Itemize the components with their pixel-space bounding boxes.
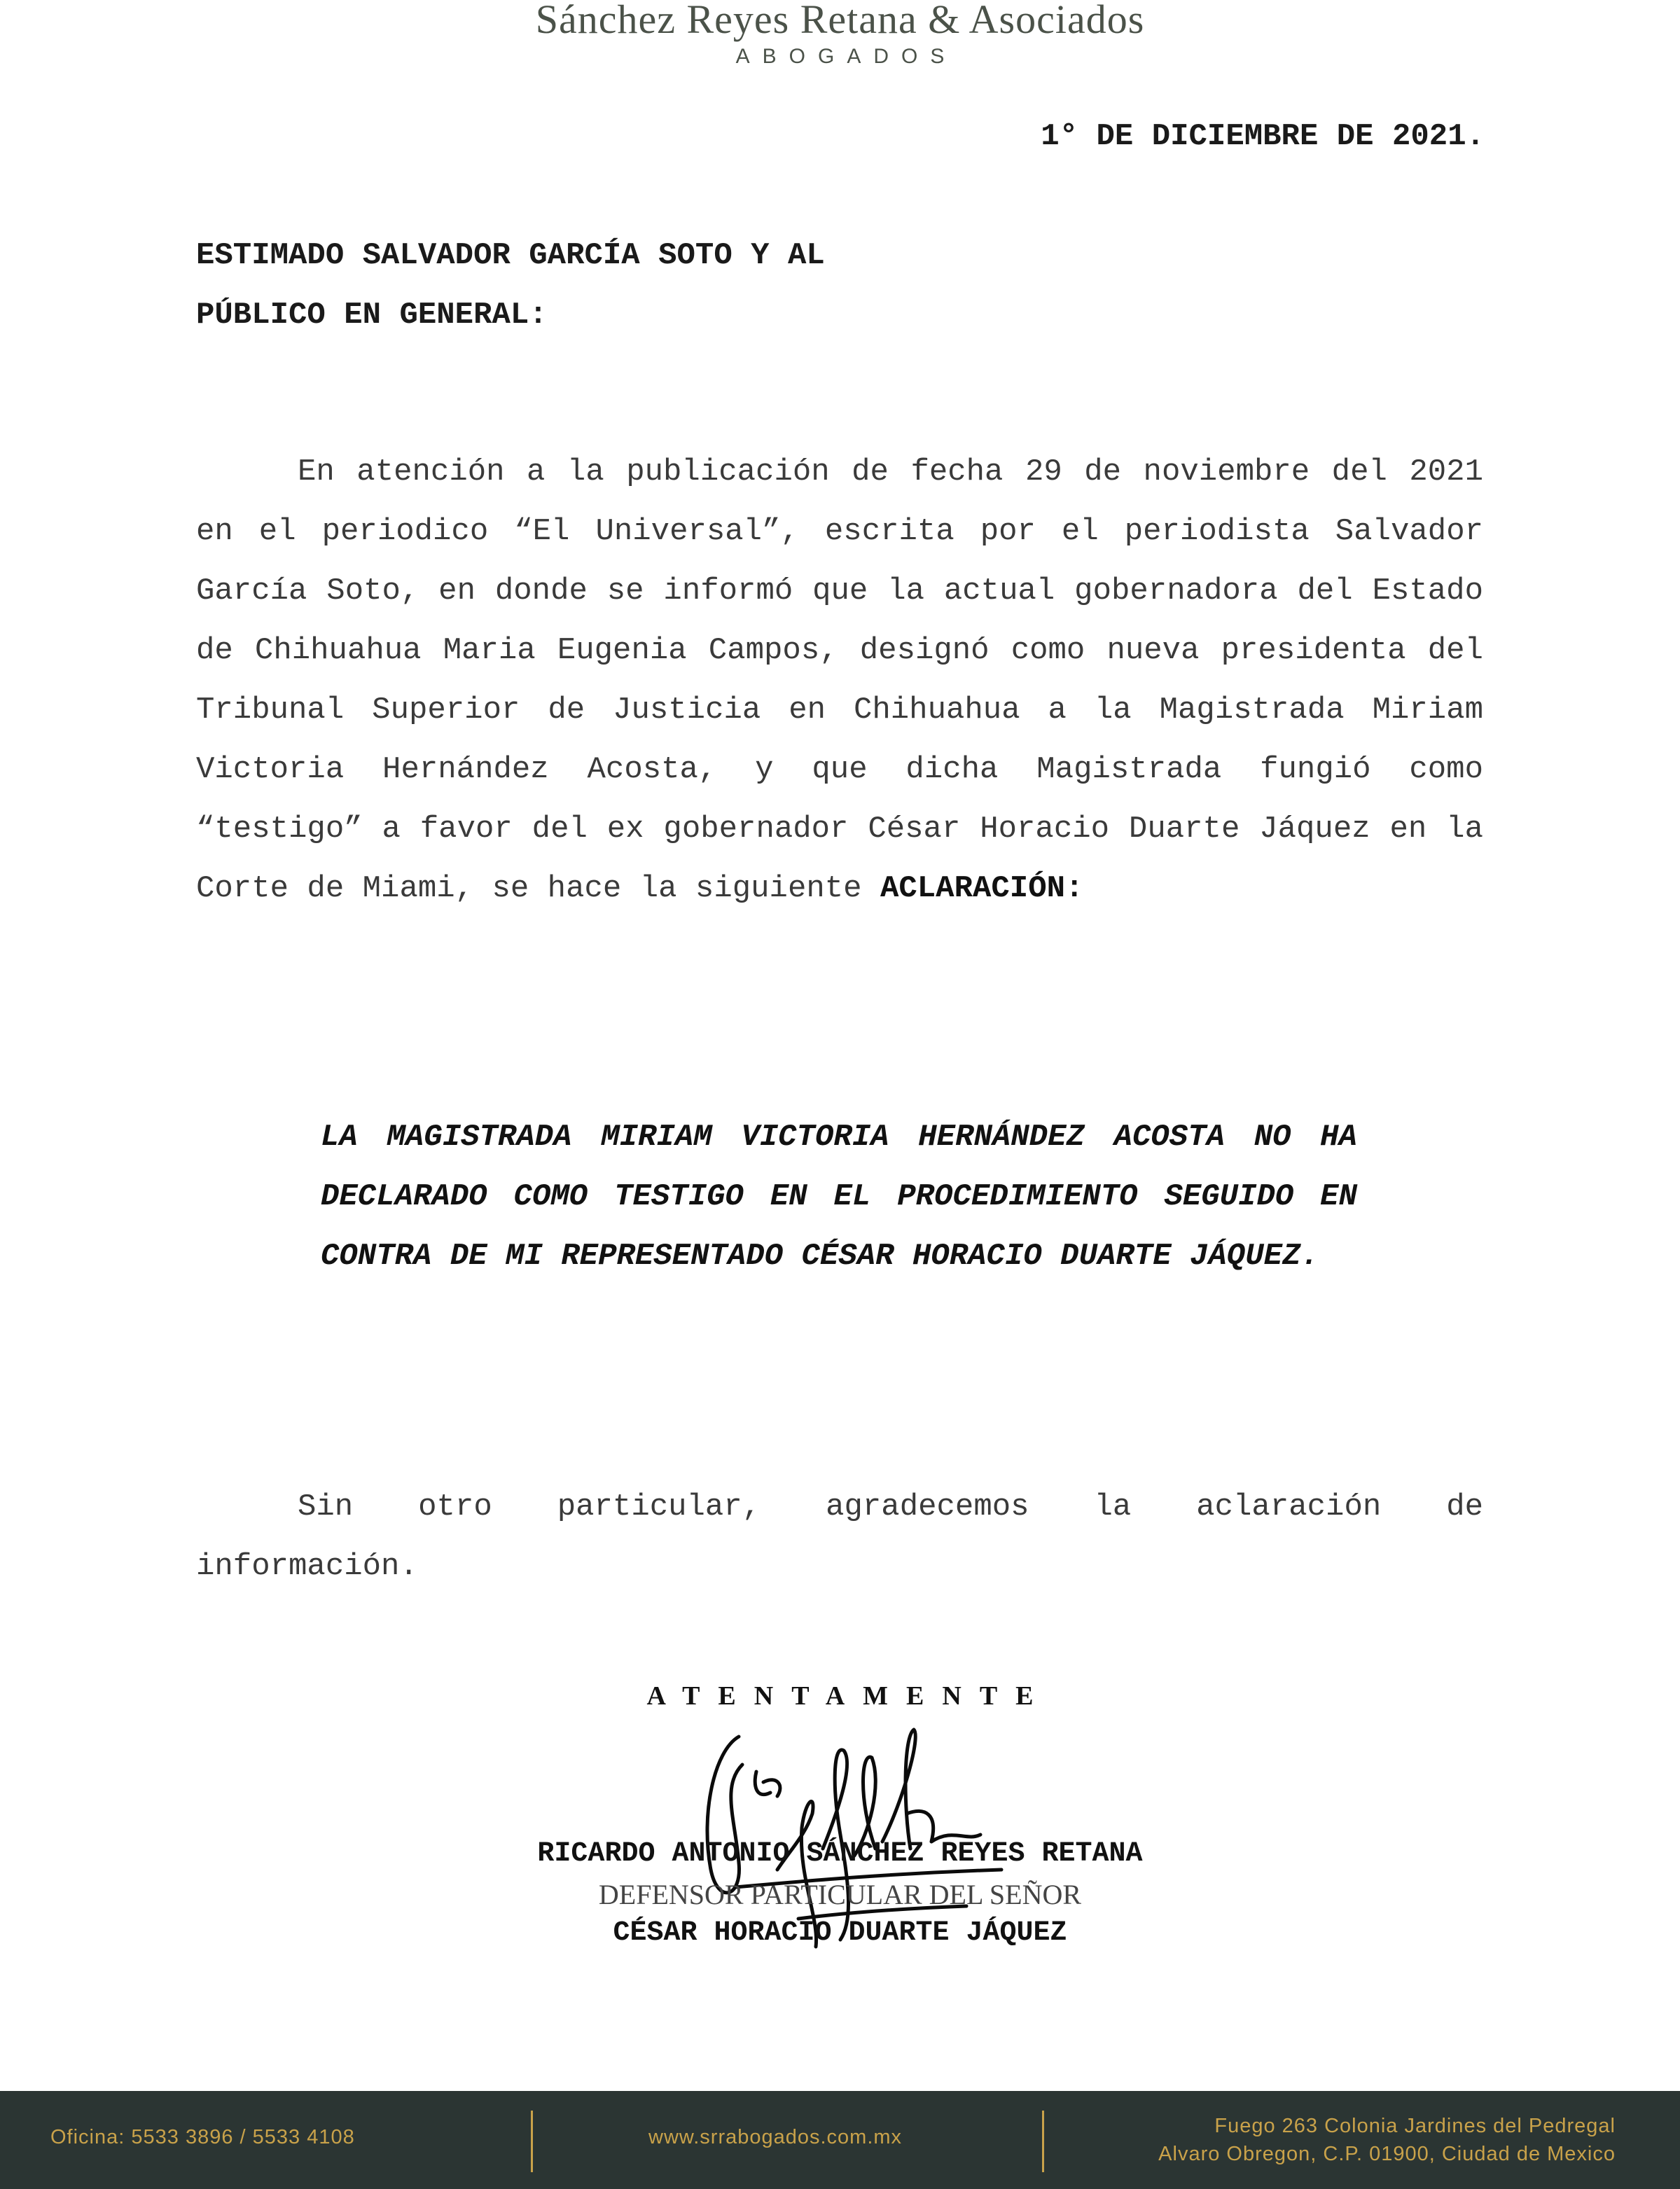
signatory-client: CÉSAR HORACIO DUARTE JÁQUEZ xyxy=(613,1917,1067,1949)
closing-line-1: Sin otro particular, agradecemos la aclaración de xyxy=(298,1489,1483,1524)
closing-paragraph xyxy=(196,1478,1483,1597)
footer-bar xyxy=(0,2091,1680,2189)
letter-date: 1° DE DICIEMBRE DE 2021. xyxy=(1041,119,1485,154)
addressee-line-1: ESTIMADO SALVADOR GARCÍA SOTO Y AL xyxy=(196,238,825,273)
body-paragraph-text: En atención a la publicación de fecha 29 de noviembre del 2021 en el periodico “El Universal”, escrita por el periodista Salvador García Soto, en donde se informó que la actual gobernadora del Estado de Chihuahua Maria Eugenia Campos, designó como nueva presidenta del Tribunal Superior de Justicia en Chihuahua a la Magistrada Miriam Victoria Hernández Acosta, y que dicha Magistrada fungió como “testigo” a favor del ex gobernador César Horacio Duarte Jáquez en la Corte de Miami, se hace la siguiente xyxy=(196,454,1483,906)
body-paragraph xyxy=(196,443,1483,919)
addressee-line-2: PÚBLICO EN GENERAL: xyxy=(196,298,548,333)
signatory-role: DEFENSOR PARTICULAR DEL SEÑOR xyxy=(598,1879,1082,1910)
footer-divider-2 xyxy=(1042,2111,1044,2172)
signatory-name: RICARDO ANTONIO SÁNCHEZ REYES RETANA xyxy=(537,1838,1143,1870)
footer-address-line-1: Fuego 263 Colonia Jardines del Pedregal xyxy=(1214,2115,1616,2137)
footer-address xyxy=(1158,2112,1616,2168)
footer-phone: Oficina: 5533 3896 / 5533 4108 xyxy=(50,2126,355,2148)
letterhead-firm-name: Sánchez Reyes Retana & Asociados xyxy=(535,0,1145,42)
clarification-statement: LA MAGISTRADA MIRIAM VICTORIA HERNÁNDEZ ACOSTA NO HA DECLARADO COMO TESTIGO EN EL PROCEDIMIENTO SEGUIDO EN CONTRA DE MI REPRESENTADO CÉSAR HORACIO DUARTE JÁQUEZ. xyxy=(321,1120,1357,1274)
signature-salutation: ATENTAMENTE xyxy=(646,1681,1052,1711)
closing-line-2: información. xyxy=(196,1549,418,1584)
footer-address-line-2: Alvaro Obregon, C.P. 01900, Ciudad de Mexico xyxy=(1158,2143,1616,2165)
footer-divider-1 xyxy=(531,2111,533,2172)
letterhead-subtitle: ABOGADOS xyxy=(735,45,957,68)
aclaracion-label: ACLARACIÓN: xyxy=(880,871,1084,906)
footer-website-link[interactable]: www.srrabogados.com.mx xyxy=(648,2126,903,2148)
